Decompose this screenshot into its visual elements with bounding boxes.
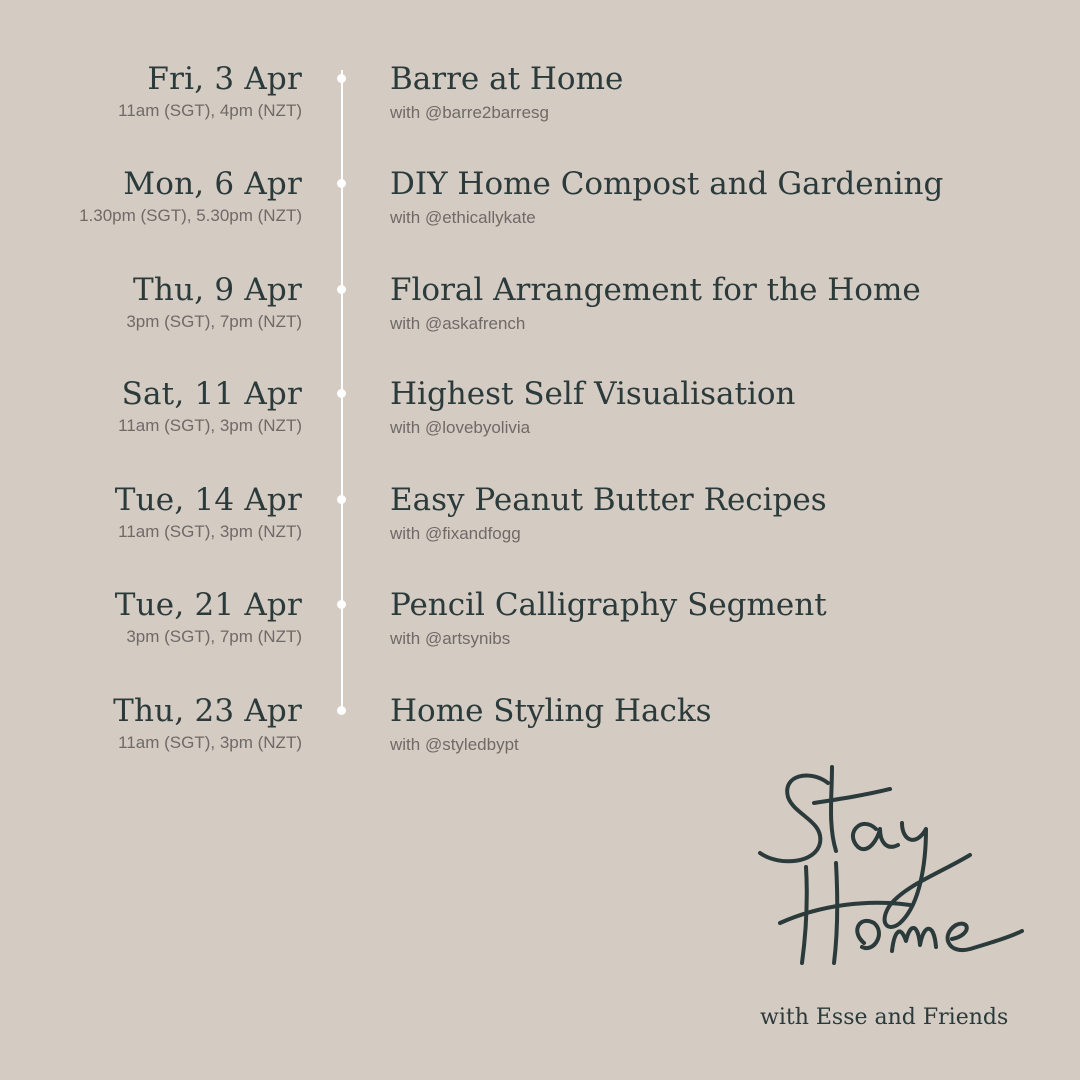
event-date: Tue, 21 Apr xyxy=(114,587,302,623)
event-title: Barre at Home xyxy=(390,61,624,97)
home-script-m xyxy=(892,928,936,951)
timeline-dot xyxy=(337,600,346,609)
event-item xyxy=(0,586,1080,676)
event-times: 11am (SGT), 3pm (NZT) xyxy=(118,522,302,541)
timeline-dot xyxy=(337,74,346,83)
event-times: 3pm (SGT), 7pm (NZT) xyxy=(126,312,302,331)
event-item xyxy=(0,481,1080,571)
logo-tagline: with Esse and Friends xyxy=(760,1005,1009,1030)
event-title: Floral Arrangement for the Home xyxy=(390,272,921,308)
event-title: Pencil Calligraphy Segment xyxy=(390,587,827,623)
event-times: 1.30pm (SGT), 5.30pm (NZT) xyxy=(79,206,302,225)
stay-script-a xyxy=(853,824,898,849)
event-date: Thu, 23 Apr xyxy=(113,693,302,729)
event-date: Tue, 14 Apr xyxy=(114,482,302,518)
stay-script-y xyxy=(885,823,970,927)
event-date: Thu, 9 Apr xyxy=(133,272,302,308)
event-host: with @artsynibs xyxy=(390,629,511,648)
event-date: Sat, 11 Apr xyxy=(121,376,302,412)
event-times: 11am (SGT), 3pm (NZT) xyxy=(118,733,302,752)
event-times: 11am (SGT), 3pm (NZT) xyxy=(118,416,302,435)
event-title: Home Styling Hacks xyxy=(390,693,712,729)
event-date: Fri, 3 Apr xyxy=(147,61,302,97)
event-times: 3pm (SGT), 7pm (NZT) xyxy=(126,627,302,646)
event-item xyxy=(0,60,1080,150)
home-script-o xyxy=(857,921,879,948)
event-title: Highest Self Visualisation xyxy=(390,376,796,412)
event-date: Mon, 6 Apr xyxy=(123,166,302,202)
home-script-e xyxy=(948,924,1022,950)
timeline-dot xyxy=(337,389,346,398)
event-host: with @styledbypt xyxy=(390,735,519,754)
timeline-dot xyxy=(337,706,346,715)
event-host: with @askafrench xyxy=(390,314,526,333)
event-host: with @fixandfogg xyxy=(390,524,521,543)
event-host: with @ethicallykate xyxy=(390,208,536,227)
stay-script-s xyxy=(760,775,828,861)
event-title: DIY Home Compost and Gardening xyxy=(390,166,944,202)
timeline-dot xyxy=(337,495,346,504)
event-item xyxy=(0,165,1080,255)
event-host: with @lovebyolivia xyxy=(390,418,531,437)
timeline-dot xyxy=(337,179,346,188)
event-item xyxy=(0,375,1080,465)
event-host: with @barre2barresg xyxy=(390,103,549,122)
event-item xyxy=(0,271,1080,361)
event-title: Easy Peanut Butter Recipes xyxy=(390,482,827,518)
stay-home-logo xyxy=(740,755,1040,985)
timeline-dot xyxy=(337,285,346,294)
event-times: 11am (SGT), 4pm (NZT) xyxy=(118,101,302,120)
